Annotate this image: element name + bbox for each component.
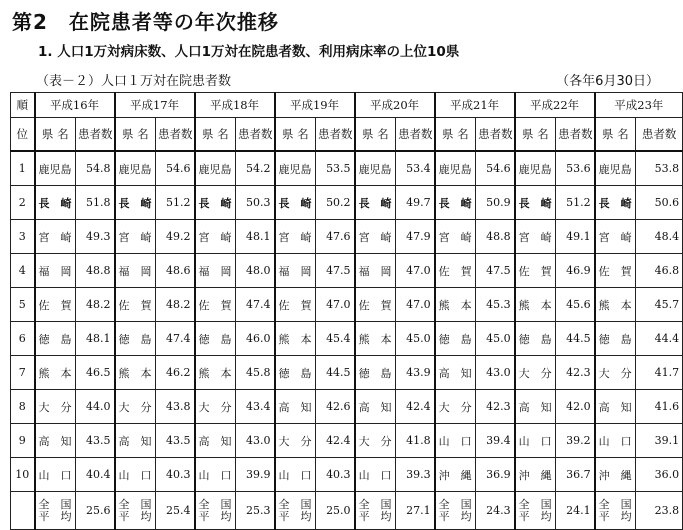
count-cell: 46.8 — [636, 254, 683, 288]
prefecture-cell: 福 岡 — [195, 254, 236, 288]
count-cell: 39.3 — [396, 458, 435, 492]
prefecture-cell: 佐 賀 — [115, 288, 156, 322]
prefecture-cell: 高 知 — [115, 424, 156, 458]
prefecture-cell: 長 崎 — [115, 186, 156, 220]
count-cell: 51.2 — [556, 186, 595, 220]
count-cell: 47.0 — [316, 288, 355, 322]
national-average-value: 25.0 — [316, 492, 355, 530]
prefecture-cell: 熊 本 — [275, 322, 316, 356]
national-label-bottom: 平 均 — [38, 509, 72, 523]
table-caption: （表－２）人口１万対在院患者数 — [36, 74, 232, 89]
national-label-bottom: 平 均 — [598, 509, 632, 523]
date-note: （各年6月30日） — [556, 74, 659, 89]
prefecture-cell: 宮 崎 — [115, 220, 156, 254]
table-row — [11, 424, 683, 458]
count-cell: 36.7 — [556, 458, 595, 492]
prefecture-cell: 鹿児島 — [115, 151, 156, 186]
prefecture-cell: 佐 賀 — [195, 288, 236, 322]
prefecture-cell: 徳 島 — [515, 322, 556, 356]
count-header: 患者数 — [316, 118, 355, 152]
count-cell: 46.2 — [156, 356, 195, 390]
prefecture-cell: 熊 本 — [35, 356, 76, 390]
rank-cell: 5 — [11, 288, 35, 322]
prefecture-cell: 大 分 — [435, 390, 476, 424]
count-cell: 45.0 — [396, 322, 435, 356]
national-label-top: 全 国 — [198, 497, 232, 511]
count-cell: 45.4 — [316, 322, 355, 356]
prefecture-cell: 大 分 — [275, 424, 316, 458]
prefecture-cell: 鹿児島 — [355, 151, 396, 186]
pref-header: 県 名 — [195, 118, 236, 152]
prefecture-cell: 高 知 — [35, 424, 76, 458]
prefecture-cell: 佐 賀 — [515, 254, 556, 288]
table-row — [11, 288, 683, 322]
prefecture-cell: 鹿児島 — [195, 151, 236, 186]
prefecture-cell: 福 岡 — [35, 254, 76, 288]
count-cell: 48.8 — [476, 220, 515, 254]
prefecture-cell: 大 分 — [515, 356, 556, 390]
prefecture-cell: 高 知 — [515, 390, 556, 424]
count-cell: 50.9 — [476, 186, 515, 220]
count-cell: 47.0 — [396, 288, 435, 322]
count-cell: 54.2 — [236, 151, 275, 186]
count-cell: 47.4 — [156, 322, 195, 356]
prefecture-cell: 徳 島 — [355, 356, 396, 390]
prefecture-cell: 徳 島 — [195, 322, 236, 356]
prefecture-cell: 熊 本 — [515, 288, 556, 322]
count-cell: 42.4 — [396, 390, 435, 424]
count-cell: 43.8 — [156, 390, 195, 424]
table-row — [11, 390, 683, 424]
pref-header: 県 名 — [435, 118, 476, 152]
national-average-label — [435, 492, 476, 530]
national-average-value: 23.8 — [636, 492, 683, 530]
page-heading: 第2 在院患者等の年次推移 — [12, 10, 279, 34]
prefecture-cell: 宮 崎 — [435, 220, 476, 254]
prefecture-cell: 高 知 — [355, 390, 396, 424]
prefecture-cell: 熊 本 — [435, 288, 476, 322]
count-cell: 53.6 — [556, 151, 595, 186]
prefecture-cell: 大 分 — [595, 356, 636, 390]
prefecture-cell: 長 崎 — [435, 186, 476, 220]
prefecture-cell: 大 分 — [195, 390, 236, 424]
prefecture-cell: 山 口 — [195, 458, 236, 492]
national-average-label — [275, 492, 316, 530]
national-label-bottom: 平 均 — [518, 509, 552, 523]
count-cell: 45.6 — [556, 288, 595, 322]
count-cell: 54.8 — [76, 151, 115, 186]
national-average-label — [35, 492, 76, 530]
count-cell: 36.0 — [636, 458, 683, 492]
prefecture-cell: 鹿児島 — [35, 151, 76, 186]
count-cell: 43.5 — [76, 424, 115, 458]
pref-header: 県 名 — [515, 118, 556, 152]
prefecture-cell: 長 崎 — [35, 186, 76, 220]
count-header: 患者数 — [236, 118, 275, 152]
count-cell: 47.4 — [236, 288, 275, 322]
count-header: 患者数 — [556, 118, 595, 152]
rank-header-bottom: 位 — [11, 118, 35, 152]
count-cell: 43.5 — [156, 424, 195, 458]
prefecture-cell: 山 口 — [275, 458, 316, 492]
prefecture-cell: 長 崎 — [515, 186, 556, 220]
prefecture-cell: 宮 崎 — [355, 220, 396, 254]
count-cell: 47.0 — [396, 254, 435, 288]
national-label-top: 全 国 — [278, 497, 312, 511]
prefecture-cell: 高 知 — [435, 356, 476, 390]
count-header: 患者数 — [156, 118, 195, 152]
count-cell: 44.5 — [556, 322, 595, 356]
count-cell: 42.3 — [556, 356, 595, 390]
national-label-top: 全 国 — [438, 497, 472, 511]
count-cell: 47.9 — [396, 220, 435, 254]
year-header: 平成18年 — [195, 93, 275, 118]
prefecture-cell: 鹿児島 — [435, 151, 476, 186]
prefecture-cell: 熊 本 — [355, 322, 396, 356]
prefecture-cell: 沖 縄 — [515, 458, 556, 492]
count-header: 患者数 — [76, 118, 115, 152]
table-row — [11, 254, 683, 288]
count-header: 患者数 — [636, 118, 683, 152]
count-cell: 48.2 — [156, 288, 195, 322]
prefecture-cell: 高 知 — [595, 390, 636, 424]
national-average-value: 27.1 — [396, 492, 435, 530]
count-cell: 47.5 — [476, 254, 515, 288]
prefecture-cell: 宮 崎 — [35, 220, 76, 254]
prefecture-cell: 宮 崎 — [195, 220, 236, 254]
count-cell: 46.9 — [556, 254, 595, 288]
count-cell: 42.3 — [476, 390, 515, 424]
count-cell: 44.0 — [76, 390, 115, 424]
count-cell: 44.5 — [316, 356, 355, 390]
rank-cell: 3 — [11, 220, 35, 254]
table-row — [11, 151, 683, 186]
prefecture-cell: 徳 島 — [35, 322, 76, 356]
national-label-bottom: 平 均 — [438, 509, 472, 523]
count-cell: 42.0 — [556, 390, 595, 424]
prefecture-cell: 山 口 — [435, 424, 476, 458]
table-row — [11, 356, 683, 390]
year-header: 平成22年 — [515, 93, 595, 118]
national-average-label — [515, 492, 556, 530]
count-cell: 48.6 — [156, 254, 195, 288]
count-cell: 48.1 — [76, 322, 115, 356]
count-cell: 48.2 — [76, 288, 115, 322]
count-cell: 49.3 — [76, 220, 115, 254]
national-average-label — [355, 492, 396, 530]
national-label-top: 全 国 — [598, 497, 632, 511]
prefecture-cell: 高 知 — [195, 424, 236, 458]
count-cell: 45.7 — [636, 288, 683, 322]
count-cell: 54.6 — [156, 151, 195, 186]
prefecture-cell: 鹿児島 — [595, 151, 636, 186]
year-header: 平成19年 — [275, 93, 355, 118]
year-header: 平成23年 — [595, 93, 683, 118]
rank-cell: 2 — [11, 186, 35, 220]
count-header: 患者数 — [476, 118, 515, 152]
count-cell: 49.1 — [556, 220, 595, 254]
prefecture-cell: 長 崎 — [195, 186, 236, 220]
count-cell: 36.9 — [476, 458, 515, 492]
national-average-label — [595, 492, 636, 530]
count-cell: 51.8 — [76, 186, 115, 220]
prefecture-cell: 鹿児島 — [515, 151, 556, 186]
count-cell: 53.4 — [396, 151, 435, 186]
rank-cell: 10 — [11, 458, 35, 492]
national-label-top: 全 国 — [118, 497, 152, 511]
count-cell: 41.8 — [396, 424, 435, 458]
count-cell: 39.2 — [556, 424, 595, 458]
prefecture-cell: 福 岡 — [355, 254, 396, 288]
national-label-top: 全 国 — [518, 497, 552, 511]
column-header-row — [11, 118, 683, 152]
pref-header: 県 名 — [595, 118, 636, 152]
count-cell: 49.2 — [156, 220, 195, 254]
national-average-label — [195, 492, 236, 530]
rank-header-top: 順 — [11, 93, 35, 118]
prefecture-cell: 徳 島 — [275, 356, 316, 390]
count-cell: 46.5 — [76, 356, 115, 390]
year-header: 平成16年 — [35, 93, 115, 118]
prefecture-cell: 山 口 — [515, 424, 556, 458]
prefecture-cell: 佐 賀 — [275, 288, 316, 322]
national-label-bottom: 平 均 — [198, 509, 232, 523]
pref-header: 県 名 — [115, 118, 156, 152]
prefecture-cell: 鹿児島 — [275, 151, 316, 186]
prefecture-cell: 宮 崎 — [595, 220, 636, 254]
table-body — [11, 151, 683, 530]
count-cell: 48.4 — [636, 220, 683, 254]
prefecture-cell: 山 口 — [35, 458, 76, 492]
count-cell: 41.7 — [636, 356, 683, 390]
prefecture-cell: 沖 縄 — [595, 458, 636, 492]
pref-header: 県 名 — [35, 118, 76, 152]
prefecture-cell: 長 崎 — [595, 186, 636, 220]
count-cell: 40.3 — [316, 458, 355, 492]
national-label-bottom: 平 均 — [278, 509, 312, 523]
pref-header: 県 名 — [355, 118, 396, 152]
count-cell: 48.1 — [236, 220, 275, 254]
prefecture-cell: 宮 崎 — [275, 220, 316, 254]
count-cell: 39.4 — [476, 424, 515, 458]
prefecture-cell: 熊 本 — [595, 288, 636, 322]
count-cell: 42.4 — [316, 424, 355, 458]
national-label-bottom: 平 均 — [358, 509, 392, 523]
national-label-top: 全 国 — [38, 497, 72, 511]
table-row — [11, 322, 683, 356]
prefecture-cell: 山 口 — [115, 458, 156, 492]
prefecture-cell: 徳 島 — [435, 322, 476, 356]
national-label-bottom: 平 均 — [118, 509, 152, 523]
prefecture-cell: 山 口 — [595, 424, 636, 458]
count-cell: 45.3 — [476, 288, 515, 322]
prefecture-cell: 山 口 — [355, 458, 396, 492]
prefecture-cell: 佐 賀 — [435, 254, 476, 288]
national-average-label — [115, 492, 156, 530]
prefecture-cell: 熊 本 — [115, 356, 156, 390]
prefecture-cell: 佐 賀 — [595, 254, 636, 288]
count-cell: 41.6 — [636, 390, 683, 424]
count-cell: 43.9 — [396, 356, 435, 390]
rank-cell: 9 — [11, 424, 35, 458]
section-subheading: 1. 人口1万対病床数、人口1万対在院患者数、利用病床率の上位10県 — [38, 44, 460, 60]
prefecture-cell: 大 分 — [355, 424, 396, 458]
national-label-top: 全 国 — [358, 497, 392, 511]
rank-cell: 8 — [11, 390, 35, 424]
year-header: 平成21年 — [435, 93, 515, 118]
count-cell: 50.3 — [236, 186, 275, 220]
year-header-row — [11, 93, 683, 118]
count-header: 患者数 — [396, 118, 435, 152]
prefecture-cell: 福 岡 — [275, 254, 316, 288]
year-header: 平成20年 — [355, 93, 435, 118]
count-cell: 40.4 — [76, 458, 115, 492]
prefecture-cell: 長 崎 — [355, 186, 396, 220]
prefecture-cell: 徳 島 — [595, 322, 636, 356]
count-cell: 39.9 — [236, 458, 275, 492]
year-header: 平成17年 — [115, 93, 195, 118]
national-average-value: 24.3 — [476, 492, 515, 530]
table-row — [11, 458, 683, 492]
prefecture-cell: 佐 賀 — [355, 288, 396, 322]
count-cell: 45.8 — [236, 356, 275, 390]
count-cell: 51.2 — [156, 186, 195, 220]
count-cell: 53.5 — [316, 151, 355, 186]
pref-header: 県 名 — [275, 118, 316, 152]
count-cell: 43.0 — [236, 424, 275, 458]
prefecture-cell: 沖 縄 — [435, 458, 476, 492]
prefecture-cell: 熊 本 — [195, 356, 236, 390]
prefecture-cell: 佐 賀 — [35, 288, 76, 322]
count-cell: 42.6 — [316, 390, 355, 424]
count-cell: 39.1 — [636, 424, 683, 458]
rank-cell: 1 — [11, 151, 35, 186]
count-cell: 53.8 — [636, 151, 683, 186]
prefecture-cell: 宮 崎 — [515, 220, 556, 254]
prefecture-cell: 大 分 — [35, 390, 76, 424]
prefecture-cell: 福 岡 — [115, 254, 156, 288]
prefecture-cell: 高 知 — [275, 390, 316, 424]
rank-cell-empty — [11, 492, 35, 530]
inpatient-table — [10, 92, 683, 530]
count-cell: 50.2 — [316, 186, 355, 220]
count-cell: 45.0 — [476, 322, 515, 356]
count-cell: 48.8 — [76, 254, 115, 288]
count-cell: 44.4 — [636, 322, 683, 356]
prefecture-cell: 大 分 — [115, 390, 156, 424]
national-average-row — [11, 492, 683, 530]
count-cell: 43.4 — [236, 390, 275, 424]
rank-cell: 6 — [11, 322, 35, 356]
count-cell: 50.6 — [636, 186, 683, 220]
prefecture-cell: 徳 島 — [115, 322, 156, 356]
count-cell: 54.6 — [476, 151, 515, 186]
count-cell: 40.3 — [156, 458, 195, 492]
count-cell: 48.0 — [236, 254, 275, 288]
rank-cell: 7 — [11, 356, 35, 390]
count-cell: 47.6 — [316, 220, 355, 254]
table-row — [11, 186, 683, 220]
count-cell: 47.5 — [316, 254, 355, 288]
count-cell: 49.7 — [396, 186, 435, 220]
national-average-value: 25.6 — [76, 492, 115, 530]
count-cell: 43.0 — [476, 356, 515, 390]
rank-cell: 4 — [11, 254, 35, 288]
national-average-value: 24.1 — [556, 492, 595, 530]
table-row — [11, 220, 683, 254]
national-average-value: 25.3 — [236, 492, 275, 530]
count-cell: 46.0 — [236, 322, 275, 356]
national-average-value: 25.4 — [156, 492, 195, 530]
prefecture-cell: 長 崎 — [275, 186, 316, 220]
